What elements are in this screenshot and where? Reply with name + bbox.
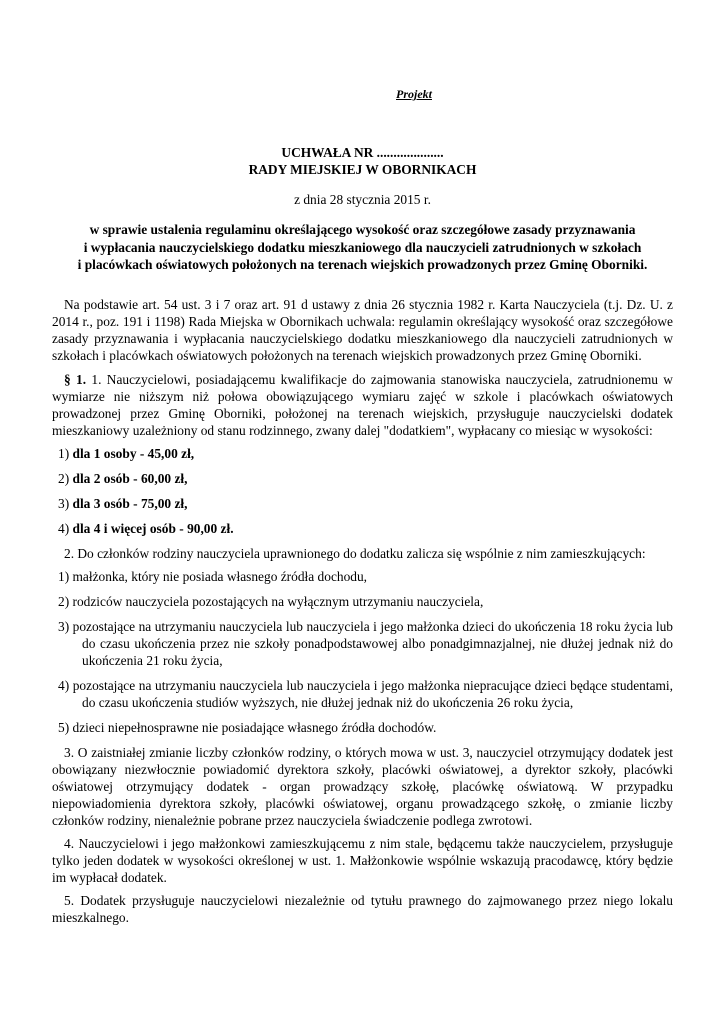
resolution-title (0, 144, 725, 178)
subject-line-2: i wypłacania nauczycielskiego dodatku mieszkaniowego dla nauczycieli zatrudnionych w szkołach (83, 239, 642, 255)
subject-line-3: i placówkach oświatowych położonych na terenach wiejskich prowadzonych przez Gminę Oborniki. (77, 257, 648, 272)
resolution-subject (52, 221, 673, 274)
section-1-paragraph-1-text: 1. Nauczycielowi, posiadającemu kwalifikacje do zajmowania stanowiska nauczyciela, zatrudnionemu w wymiarze nie niższym niż połowa obowiązującego wymiaru zajęć w szkole i placówkach oświatowych prowadzonej przez Gminę Oborniki, położonej na terenach wiejskich, przysługuje nauczycielski dodatek mieszkaniowy uzależniony od stanu rodzinnego, zwany dalej "dodatkiem", wypłacany co miesiąc w wysokości: (52, 372, 673, 438)
section-1-paragraph-3: 3. O zaistniałej zmianie liczby członków rodziny, o których mowa w ust. 3, nauczyciel otrzymujący dodatek jest obowiązany niezwłocznie powiadomić dyrektora szkoły, placówki oświatowej, a dyrektor szkoły, placówki oświatowej otrzymujący dodatek - organ prowadzący szkołę, placówkę oświatową. W przypadku niepowiadomienia dyrektora szkoły, placówki oświatowej, organu prowadzącego szkołę, o zmianie liczby członków rodziny, nienależnie pobrane przez nauczyciela świadczenie podlega zwrotowi. (52, 745, 673, 828)
member-item: 5) dzieci niepełnosprawne nie posiadające własnego źródła dochodów. (58, 720, 437, 735)
resolution-date: z dnia 28 stycznia 2015 r. (294, 192, 431, 207)
member-item: 1) małżonka, który nie posiada własnego źródła dochodu, (58, 569, 368, 584)
document-body (52, 296, 673, 932)
preamble: Na podstawie art. 54 ust. 3 i 7 oraz art. 91 d ustawy z dnia 26 stycznia 1982 r. Karta Nauczyciela (t.j. Dz. U. z 2014 r., poz. 191 i 1198) Rada Miejska w Obornikach uchwala: regulamin określający wysokość oraz szczegółowe zasady przyznawania i wypłacania nauczycielskiego dodatku mieszkaniowego dla nauczycieli zatrudnionych w szkołach i placówkach oświatowych położonych na terenach wiejskich prowadzonych przez Gminę Oborniki. (52, 297, 673, 363)
amount-item: 4) dla 4 i więcej osób - 90,00 zł. (58, 521, 234, 536)
title-line-1: UCHWAŁA NR .................... (281, 145, 444, 160)
section-1-paragraph-1 (52, 371, 673, 439)
member-item: 4) pozostające na utrzymaniu nauczyciela lub nauczyciela i jego małżonka niepracujące dzieci będące studentami, do czasu ukończenia studiów wyższych, nie dłużej jednak niż do ukończenia 26 roku życia, (58, 678, 673, 710)
member-item: 2) rodziców nauczyciela pozostających na wyłącznym utrzymaniu nauczyciela, (58, 594, 484, 609)
member-item: 3) pozostające na utrzymaniu nauczyciela lub nauczyciela i jego małżonka dzieci do ukończenia 18 roku życia lub do czasu ukończenia przez nie szkoły ponadpodstawowej albo ponadgimnazjalnej, nie dłużej jednak niż do ukończenia 21 roku życia, (58, 619, 673, 668)
subject-line-1: w sprawie ustalenia regulaminu określającego wysokość oraz szczegółowe zasady przyznawania (89, 222, 636, 237)
section-1-paragraph-2: 2. Do członków rodziny nauczyciela uprawnionego do dodatku zalicza się wspólnie z nim zamieszkujących: (64, 546, 646, 561)
section-1-paragraph-4: 4. Nauczycielowi i jego małżonkowi zamieszkującemu z nim stale, będącemu także nauczycielem, przysługuje tylko jeden dodatek w wysokości określonej w ust. 1. Małżonkowie wspólnie wskazują pracodawcę, który będzie im wypłacał dodatek. (52, 836, 673, 885)
projekt-label: Projekt (396, 87, 432, 101)
section-1-mark: § 1. (64, 372, 87, 387)
amount-item: 3) dla 3 osób - 75,00 zł, (58, 496, 188, 511)
title-line-2: RADY MIEJSKIEJ W OBORNIKACH (248, 162, 477, 177)
section-1-paragraph-5: 5. Dodatek przysługuje nauczycielowi niezależnie od tytułu prawnego do zajmowanego przez niego lokalu mieszkalnego. (52, 893, 673, 925)
amount-item: 2) dla 2 osób - 60,00 zł, (58, 471, 188, 486)
amount-item: 1) dla 1 osoby - 45,00 zł, (58, 446, 195, 461)
